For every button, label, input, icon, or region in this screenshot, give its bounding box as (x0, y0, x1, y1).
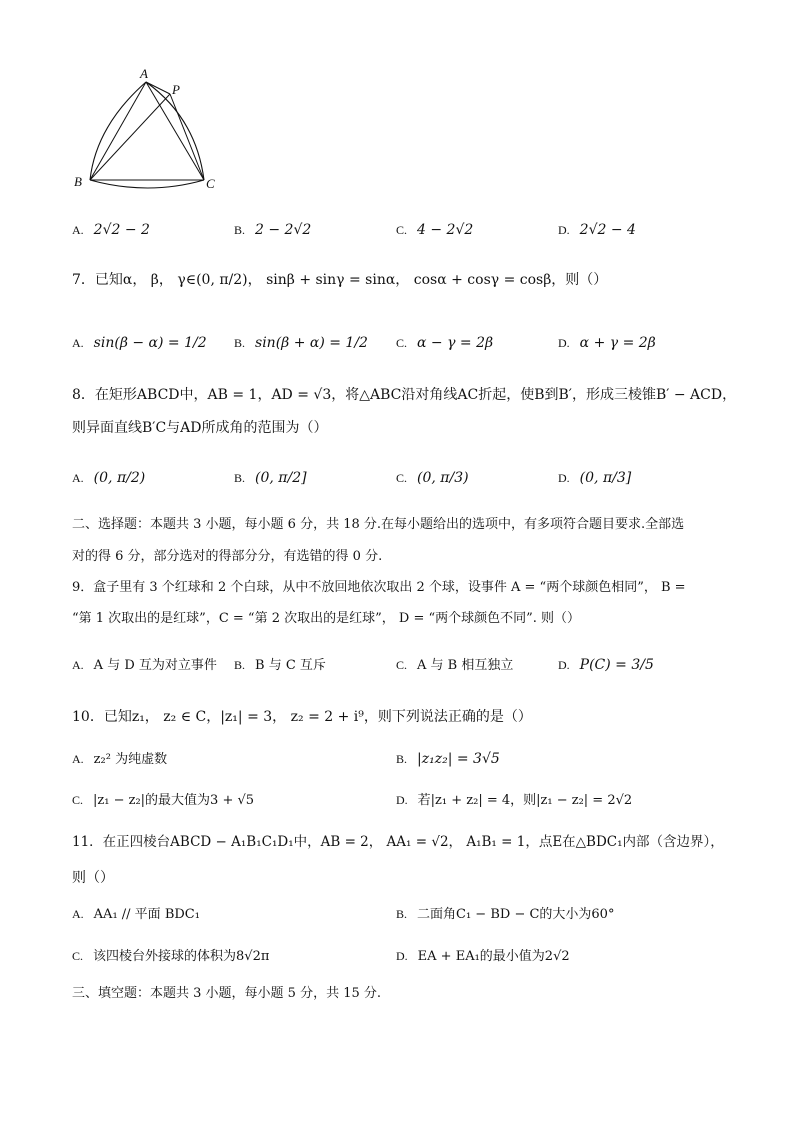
q10-option-b[interactable]: B. |z₁z₂| = 3√5 (396, 751, 500, 767)
q10-option-d[interactable]: D. 若|z₁ + z₂| = 4，则|z₁ − z₂| = 2√2 (396, 793, 633, 808)
q8-option-c[interactable]: C. (0, π/3) (396, 470, 469, 486)
q11-option-b[interactable]: B. 二面角C₁ − BD − C的大小为60° (396, 907, 615, 922)
q8-stem-line2: 则异面直线B′C与AD所成角的范围为（） (72, 420, 328, 436)
q10-stem: 10．已知z₁， z₂ ∈ C，|z₁| = 3， z₂ = 2 + i⁹，则下列说法正确的是（） (72, 709, 532, 725)
q9-option-a[interactable]: A. A 与 D 互为对立事件 (72, 658, 217, 673)
segment-pc (170, 94, 204, 180)
q8-stem-line1: 8．在矩形ABCD中，AB = 1，AD = √3，将△ABC沿对角线AC折起，使B到B′，形成三棱锥B′ − ACD， (72, 387, 737, 403)
q8-option-b[interactable]: B. (0, π/2] (234, 470, 307, 486)
label-p: P (172, 82, 180, 97)
q9-option-b[interactable]: B. B 与 C 互斥 (234, 658, 326, 673)
q7-option-d[interactable]: D. α + γ = 2β (558, 335, 656, 351)
q11-option-c[interactable]: C. 该四棱台外接球的体积为8√2π (72, 949, 270, 964)
q6-option-b[interactable]: B. 2 − 2√2 (234, 222, 312, 238)
segment-ab (90, 82, 146, 180)
q9-stem-line1: 9．盒子里有 3 个红球和 2 个白球，从中不放回地依次取出 2 个球，设事件 A = “两个球颜色相同”， B = (72, 580, 686, 595)
q6-option-c[interactable]: C. 4 − 2√2 (396, 222, 474, 238)
q6-option-a[interactable]: A. 2√2 − 2 (72, 222, 150, 238)
label-b: B (74, 174, 82, 189)
section3-heading: 三、填空题：本题共 3 小题，每小题 5 分，共 15 分. (72, 986, 382, 1001)
q11-option-d[interactable]: D. EA + EA₁的最小值为2√2 (396, 949, 570, 964)
q10-option-c[interactable]: C. |z₁ − z₂|的最大值为3 + √5 (72, 793, 255, 808)
q8-option-a[interactable]: A. (0, π/2) (72, 470, 146, 486)
section2-line1: 二、选择题：本题共 3 小题，每小题 6 分，共 18 分.在每小题给出的选项中，有多项符合题目要求.全部选 (72, 517, 685, 532)
q9-option-d[interactable]: D. P(C) = 3/5 (558, 657, 654, 673)
q6-option-d[interactable]: D. 2√2 − 4 (558, 222, 636, 238)
q7-stem: 7．已知α， β， γ∈(0, π/2)， sinβ + sinγ = sinα， cosα + cosγ = cosβ，则（） (72, 272, 608, 288)
section2-line2: 对的得 6 分，部分选对的得部分分，有选错的得 0 分. (72, 549, 383, 564)
q10-option-a[interactable]: A. z₂² 为纯虚数 (72, 752, 168, 767)
q7-option-c[interactable]: C. α − γ = 2β (396, 335, 494, 351)
q11-option-a[interactable]: A. AA₁ // 平面 BDC₁ (72, 907, 200, 922)
arc-bc (90, 180, 204, 188)
q9-stem-line2: “第 1 次取出的是红球”，C = “第 2 次取出的是红球”， D = “两个球颜色不同”. 则（） (72, 611, 581, 626)
q7-option-b[interactable]: B. sin(β + α) = 1/2 (234, 335, 368, 351)
q9-option-c[interactable]: C. A 与 B 相互独立 (396, 658, 514, 673)
label-c: C (206, 176, 215, 191)
q7-option-a[interactable]: A. sin(β − α) = 1/2 (72, 335, 207, 351)
q11-stem-line2: 则（） (72, 870, 114, 886)
label-a: A (140, 66, 148, 81)
q11-stem-line1: 11．在正四棱台ABCD − A₁B₁C₁D₁中，AB = 2， AA₁ = √2， A₁B₁ = 1，点E在△BDC₁内部（含边界）， (72, 834, 724, 850)
geometry-figure (68, 66, 228, 196)
q8-option-d[interactable]: D. (0, π/3] (558, 470, 632, 486)
